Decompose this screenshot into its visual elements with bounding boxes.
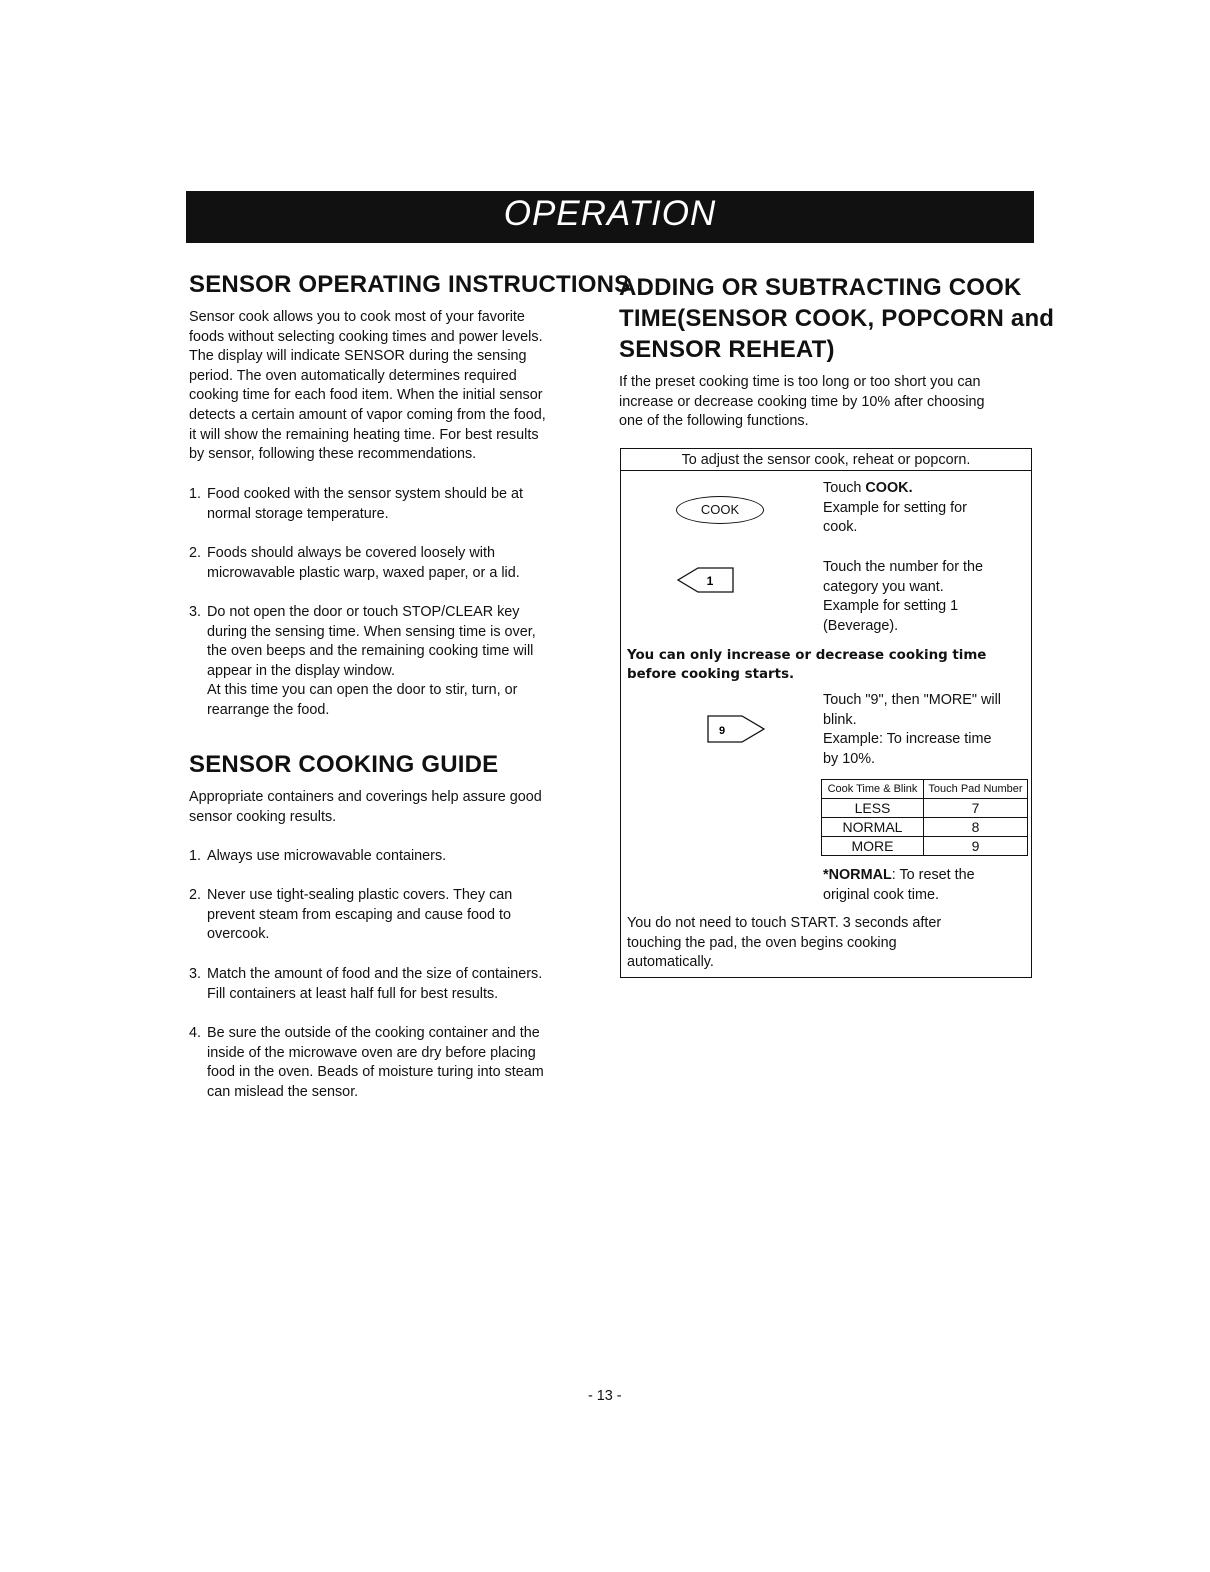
table-header: Touch Pad Number [924, 780, 1028, 799]
page-number: - 13 - [588, 1388, 622, 1404]
box-title: To adjust the sensor cook, reheat or popcorn. [621, 449, 1031, 471]
list-item [189, 847, 609, 867]
table-cell: 8 [924, 818, 1028, 837]
heading-line: SENSOR REHEAT) [619, 336, 835, 363]
table-cell: NORMAL [822, 818, 924, 837]
list-text: Match the amount of food and the size of containers. Fill containers at least half full for best results. [207, 966, 543, 1002]
heading-line: ADDING OR SUBTRACTING COOK [619, 274, 1022, 301]
list-number: 3. [189, 604, 202, 620]
list-number: 1. [189, 848, 202, 864]
table-row [822, 818, 1028, 837]
table-header: Cook Time & Blink [822, 780, 924, 799]
step1-prefix: Touch [823, 480, 866, 496]
list-number: 2. [189, 545, 202, 561]
table-cell: LESS [822, 799, 924, 818]
list-item [189, 544, 609, 583]
list-text: Do not open the door or touch STOP/CLEAR key during the sensing time. When sensing time is over, the oven beeps and the remaining cooking time will appear in the display window. At this time you can open the door to stir, turn, or rearrange the food. [207, 604, 536, 718]
list-item [189, 886, 609, 945]
list-number: 3. [189, 966, 202, 982]
key-9-label: 9 [718, 725, 726, 737]
box-footer-text: You do not need to touch START. 3 seconds after touching the pad, the oven begins cooking automatically. [627, 915, 942, 971]
sensor-intro-paragraph [189, 308, 546, 465]
list-item [189, 603, 609, 721]
table-row [822, 837, 1028, 856]
table-cell: 9 [924, 837, 1028, 856]
intro-line: by sensor, following these recommendations. [189, 446, 477, 463]
list-number: 1. [189, 486, 202, 502]
list-text: Foods should always be covered loosely with microwavable plastic warp, waxed paper, or a lid. [207, 545, 520, 581]
list-item [189, 965, 609, 1004]
banner-title: OPERATION [503, 194, 717, 233]
step1-bold: COOK. [865, 480, 913, 496]
step-touch-9: Touch "9", then "MORE" will blink. Example: To increase time by 10%. [823, 692, 1001, 767]
intro-line: The display will indicate SENSOR during the sensing [189, 348, 527, 365]
table-cell: 7 [924, 799, 1028, 818]
guide-intro-paragraph: Appropriate containers and coverings help assure good sensor cooking results. [189, 789, 542, 825]
intro-line: cooking time for each food item. When the initial sensor [189, 387, 543, 404]
intro-line: detects a certain amount of vapor coming from the food, [189, 406, 546, 423]
adjust-intro-paragraph: If the preset cooking time is too long or too short you can increase or decrease cooking time by 10% after choosing one of the following functions. [619, 374, 985, 430]
list-item [189, 1024, 609, 1102]
cook-time-table [821, 779, 1028, 856]
normal-text: : To reset the original cook time. [823, 867, 975, 903]
intro-line: Sensor cook allows you to cook most of your favorite [189, 309, 525, 325]
list-text: Food cooked with the sensor system should be at normal storage temperature. [207, 486, 523, 522]
list-text: Always use microwavable containers. [207, 848, 447, 864]
heading-line: TIME(SENSOR COOK, POPCORN and [619, 305, 1055, 332]
list-number: 4. [189, 1025, 202, 1041]
table-header-row [822, 780, 1028, 799]
list-number: 2. [189, 887, 202, 903]
step1-text: Example for setting for cook. [823, 499, 967, 536]
step-touch-cook [823, 479, 1028, 538]
section-banner [186, 191, 1034, 243]
table-cell: MORE [822, 837, 924, 856]
heading-sensor-cooking-guide: SENSOR COOKING GUIDE [189, 751, 499, 778]
list-text: Never use tight-sealing plastic covers. They can prevent steam from escaping and cause food to overcook. [207, 887, 513, 943]
list-item [189, 485, 609, 524]
key-1-label: 1 [706, 574, 714, 588]
list-text: Be sure the outside of the cooking container and the inside of the microwave oven are dry before placing food in the oven. Beads of moisture turing into steam can mislead the sensor. [207, 1025, 544, 1100]
cook-key-icon: COOK [676, 496, 764, 524]
heading-adding-subtracting [619, 272, 1054, 365]
normal-note [823, 866, 1028, 905]
key-1-icon [676, 566, 736, 594]
step-touch-number: Touch the number for the category you want. Example for setting 1 (Beverage). [823, 559, 983, 634]
heading-sensor-operating-instructions: SENSOR OPERATING INSTRUCTIONS [189, 271, 631, 298]
intro-line: it will show the remaining heating time. For best results [189, 426, 539, 443]
note-increase-decrease: You can only increase or decrease cooking time before cooking starts. [627, 648, 987, 682]
table-row [822, 799, 1028, 818]
normal-bold: *NORMAL [823, 867, 892, 883]
key-9-icon [706, 714, 766, 744]
intro-line: foods without selecting cooking times and power levels. [189, 328, 543, 345]
intro-line: period. The oven automatically determines required [189, 367, 517, 384]
